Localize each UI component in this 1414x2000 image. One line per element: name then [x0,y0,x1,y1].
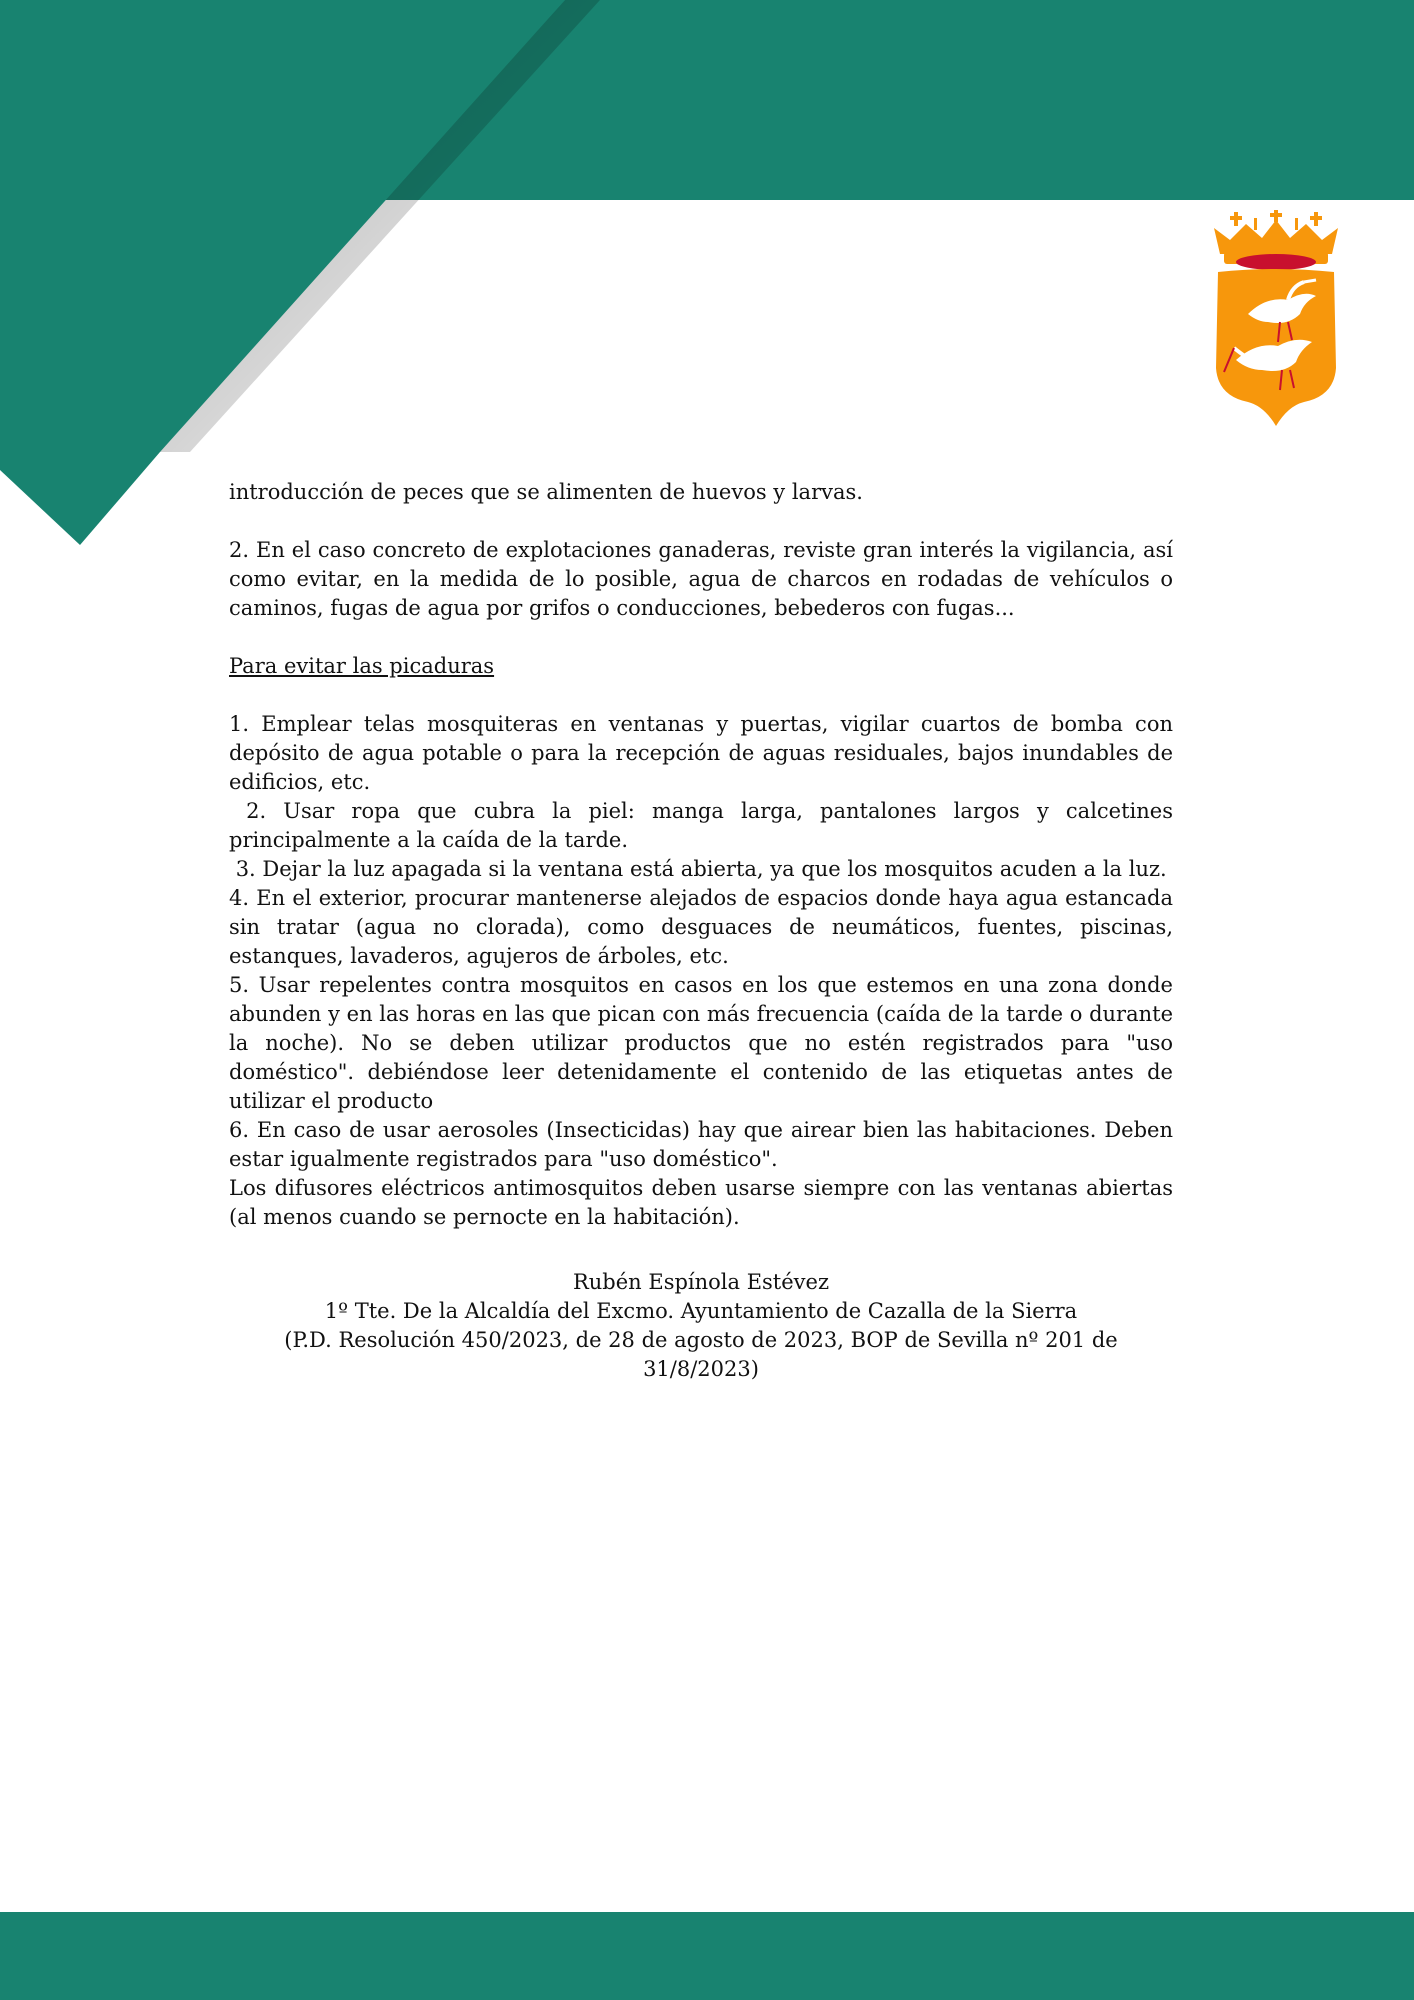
list-item: 2. Usar ropa que cubra la piel: manga larga, pantalones largos y calcetines principalmente a la caída de la tarde. [229,799,1180,852]
signatory-name: Rubén Espínola Estévez [572,1270,830,1294]
signature-block [229,1268,1173,1384]
intro-paragraph: introducción de peces que se alimenten de huevos y larvas. [229,480,863,504]
signatory-role: 1º Tte. De la Alcaldía del Excmo. Ayuntamiento de Cazalla de la Sierra [324,1299,1078,1323]
corner-fold-decoration [0,0,620,560]
livestock-paragraph: 2. En el caso concreto de explotaciones ganaderas, reviste gran interés la vigilancia, así como evitar, en la medida de lo posible, agua de charcos en rodadas de vehículos o caminos, fugas de agua por grifos o conducciones, bebederos con fugas... [229,538,1173,620]
list-item: 1. Emplear telas mosquiteras en ventanas y puertas, vigilar cuartos de bomba con depósito de agua potable o para la recepción de aguas residuales, bajos inundables de edificios, etc. [229,712,1173,794]
list-item: 5. Usar repelentes contra mosquitos en casos en los que estemos en una zona donde abunden y en las horas en las que pican con más frecuencia (caída de la tarde o durante la noche). No se deben utilizar productos que no estén registrados para "uso doméstico". debiéndose leer detenidamente el contenido de las etiquetas antes de utilizar el producto [229,973,1173,1113]
municipal-crest-logo [1208,210,1344,426]
list-item: 3. Dejar la luz apagada si la ventana está abierta, ya que los mosquitos acuden a la luz. [229,857,1167,881]
list-item: 4. En el exterior, procurar mantenerse alejados de espacios donde haya agua estancada sin tratar (agua no clorada), como desguaces de neumáticos, fuentes, piscinas, estanques, lavaderos, agujeros de árboles, etc. [229,886,1173,968]
list-item: 6. En caso de usar aerosoles (Insecticidas) hay que airear bien las habitaciones. Deben estar igualmente registrados para "uso doméstico". [229,1118,1173,1171]
document-body [229,478,1180,1232]
section-heading: Para evitar las picaduras [229,654,495,678]
delegation-reference: (P.D. Resolución 450/2023, de 28 de agosto de 2023, BOP de Sevilla nº 201 de 31/8/2023) [284,1328,1118,1381]
list-item: Los difusores eléctricos antimosquitos deben usarse siempre con las ventanas abiertas (al menos cuando se pernocte en la habitación). [229,1176,1173,1229]
footer-band [0,1912,1414,2000]
